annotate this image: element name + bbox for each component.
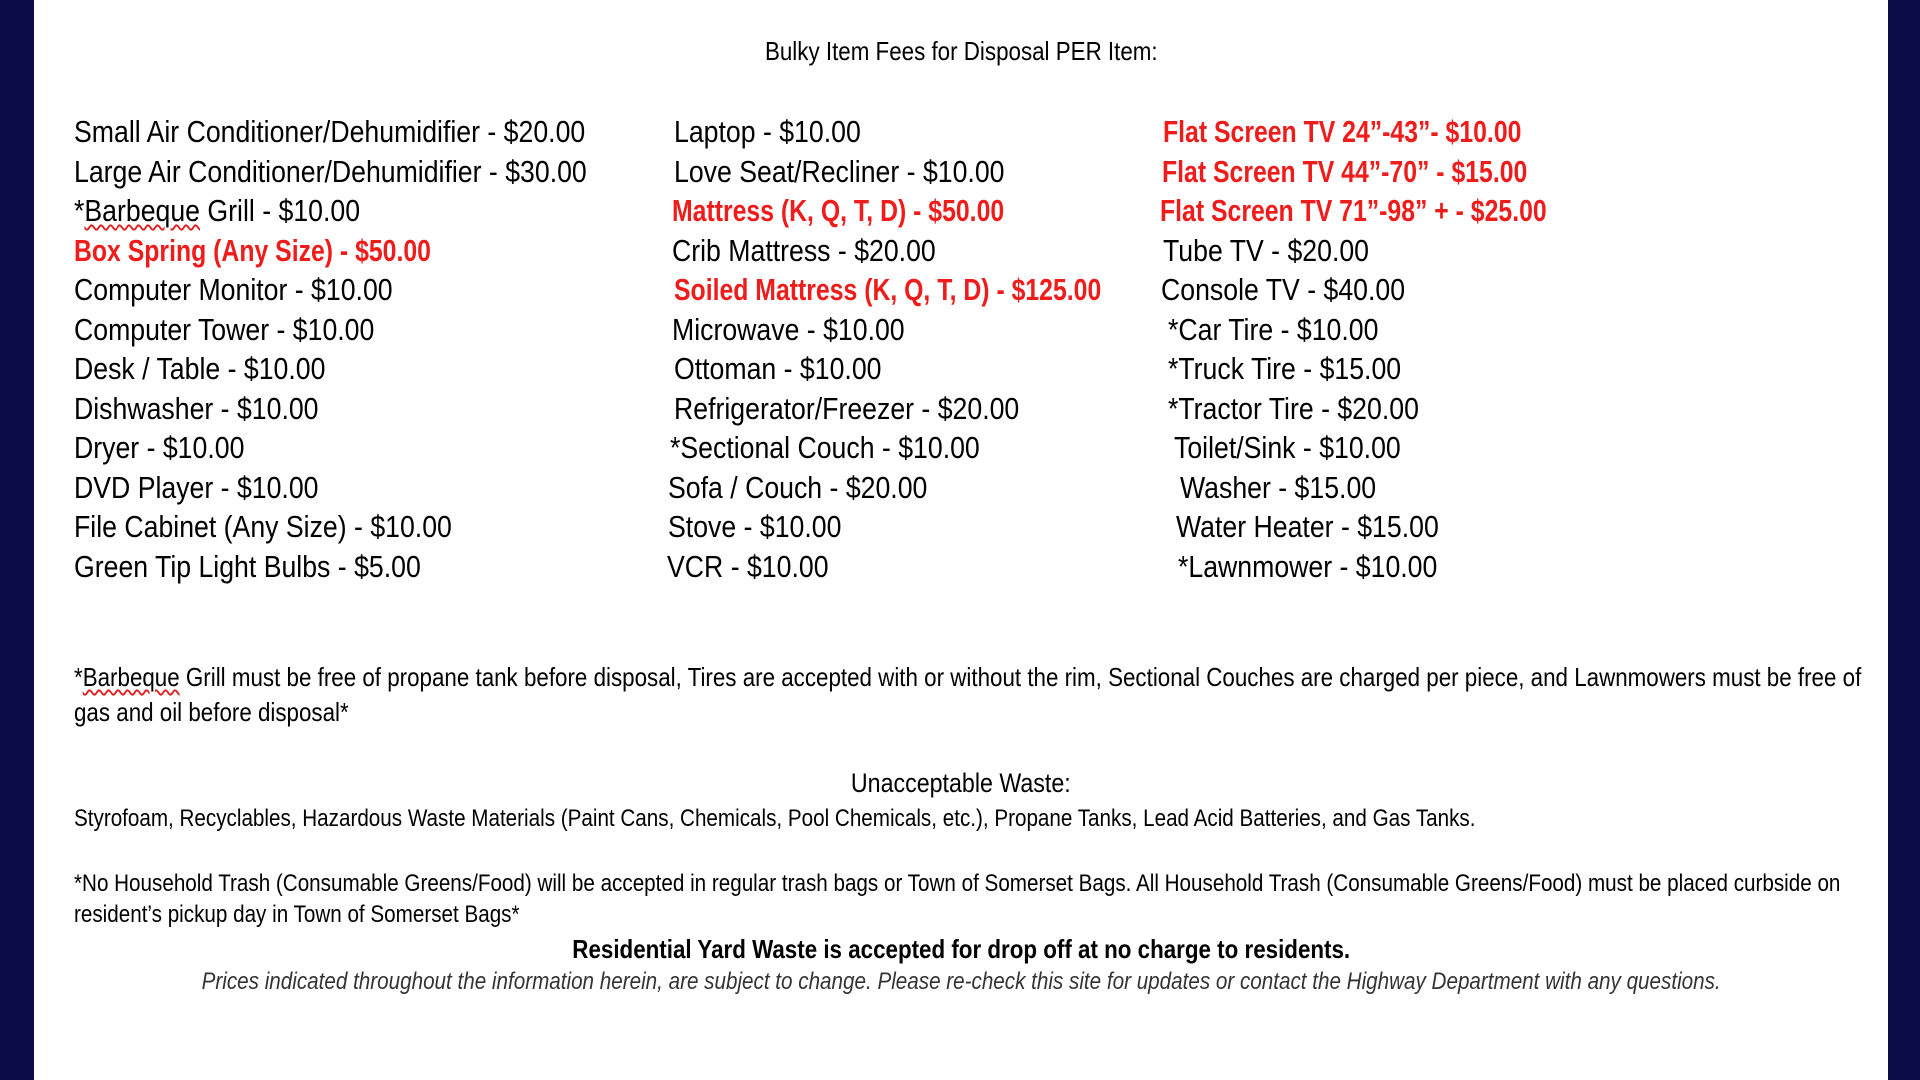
fee-item: Sofa / Couch - $20.00	[668, 469, 928, 505]
grill-tire-couch-footnote: *Barbeque Grill must be free of propane tank before disposal, Tires are accepted with or without the rim, Sectional Couches are charged per piece, and Lawnmowers must be free of gas and oil before disposal*	[74, 662, 1862, 727]
fee-item: Ottoman - $10.00	[674, 351, 882, 386]
fee-item: *Barbeque Grill - $10.00	[74, 193, 361, 228]
fee-item: *Tractor Tire - $20.00	[1168, 390, 1419, 426]
fee-item: Computer Monitor - $10.00	[74, 272, 393, 307]
fee-item: File Cabinet (Any Size) - $10.00	[74, 509, 452, 544]
fee-item: Green Tip Light Bulbs - $5.00	[74, 548, 421, 584]
fee-item-highlighted: Flat Screen TV 44”-70” - $15.00	[1162, 153, 1528, 189]
fee-item: Small Air Conditioner/Dehumidifier - $20.00	[74, 114, 586, 149]
fee-item: *Car Tire - $10.00	[1168, 311, 1379, 347]
fee-column-2	[667, 112, 1208, 586]
fee-item-highlighted: Mattress (K, Q, T, D) - $50.00	[672, 193, 1005, 228]
fee-item-highlighted: Flat Screen TV 71”-98” + - $25.00	[1160, 193, 1547, 228]
fee-item-highlighted: Flat Screen TV 24”-43”- $10.00	[1163, 114, 1522, 149]
fee-item: Dryer - $10.00	[74, 430, 245, 465]
fee-item: Toilet/Sink - $10.00	[1174, 430, 1401, 465]
fee-column-3	[1160, 112, 1643, 586]
unacceptable-waste-heading: Unacceptable Waste:	[851, 768, 1071, 798]
fee-item: Console TV - $40.00	[1161, 272, 1406, 307]
fee-item: Water Heater - $15.00	[1176, 509, 1439, 544]
fee-item: *Sectional Couch - $10.00	[670, 430, 980, 465]
fee-item: Microwave - $10.00	[672, 311, 905, 347]
fee-item: Dishwasher - $10.00	[74, 390, 319, 426]
fee-item: Computer Tower - $10.00	[74, 311, 375, 347]
household-trash-note: *No Household Trash (Consumable Greens/Food) will be accepted in regular trash bags or Town of Somerset Bags. All Household Trash (Consumable Greens/Food) must be placed curbside on resident’s pickup day in Town of Somerset Bags*	[74, 870, 1841, 928]
fee-item: *Truck Tire - $15.00	[1168, 351, 1402, 386]
unacceptable-waste-list: Styrofoam, Recyclables, Hazardous Waste Materials (Paint Cans, Chemicals, Pool Chemicals, etc.), Propane Tanks, Lead Acid Batteries, and Gas Tanks.	[74, 805, 1476, 832]
fee-item: Laptop - $10.00	[674, 114, 861, 149]
fee-item-highlighted: Soiled Mattress (K, Q, T, D) - $125.00	[674, 272, 1102, 307]
fee-item: Washer - $15.00	[1180, 469, 1377, 505]
fee-item-highlighted: Box Spring (Any Size) - $50.00	[74, 232, 431, 268]
fee-item: Crib Mattress - $20.00	[672, 232, 936, 268]
spellcheck-underline: Barbeque	[82, 662, 180, 692]
prices-disclaimer: Prices indicated throughout the information herein, are subject to change. Please re-check this site for updates or contact the Highway Department with any questions.	[201, 968, 1721, 995]
fee-item: Refrigerator/Freezer - $20.00	[674, 390, 1020, 426]
fee-item: Tube TV - $20.00	[1163, 232, 1370, 268]
fee-item: Desk / Table - $10.00	[74, 351, 326, 386]
fee-sheet	[34, 0, 1888, 1080]
fee-item: Large Air Conditioner/Dehumidifier - $30.00	[74, 153, 587, 189]
spellcheck-underline: Barbeque	[84, 193, 201, 228]
fee-item: DVD Player - $10.00	[74, 469, 319, 505]
yard-waste-note: Residential Yard Waste is accepted for drop off at no charge to residents.	[572, 934, 1350, 964]
fee-item: *Lawnmower - $10.00	[1178, 548, 1438, 584]
page-title: Bulky Item Fees for Disposal PER Item:	[764, 36, 1158, 66]
fee-item: VCR - $10.00	[667, 548, 829, 584]
fee-column-1	[74, 112, 670, 586]
fee-item: Love Seat/Recliner - $10.00	[674, 153, 1005, 189]
fee-item: Stove - $10.00	[668, 509, 842, 544]
